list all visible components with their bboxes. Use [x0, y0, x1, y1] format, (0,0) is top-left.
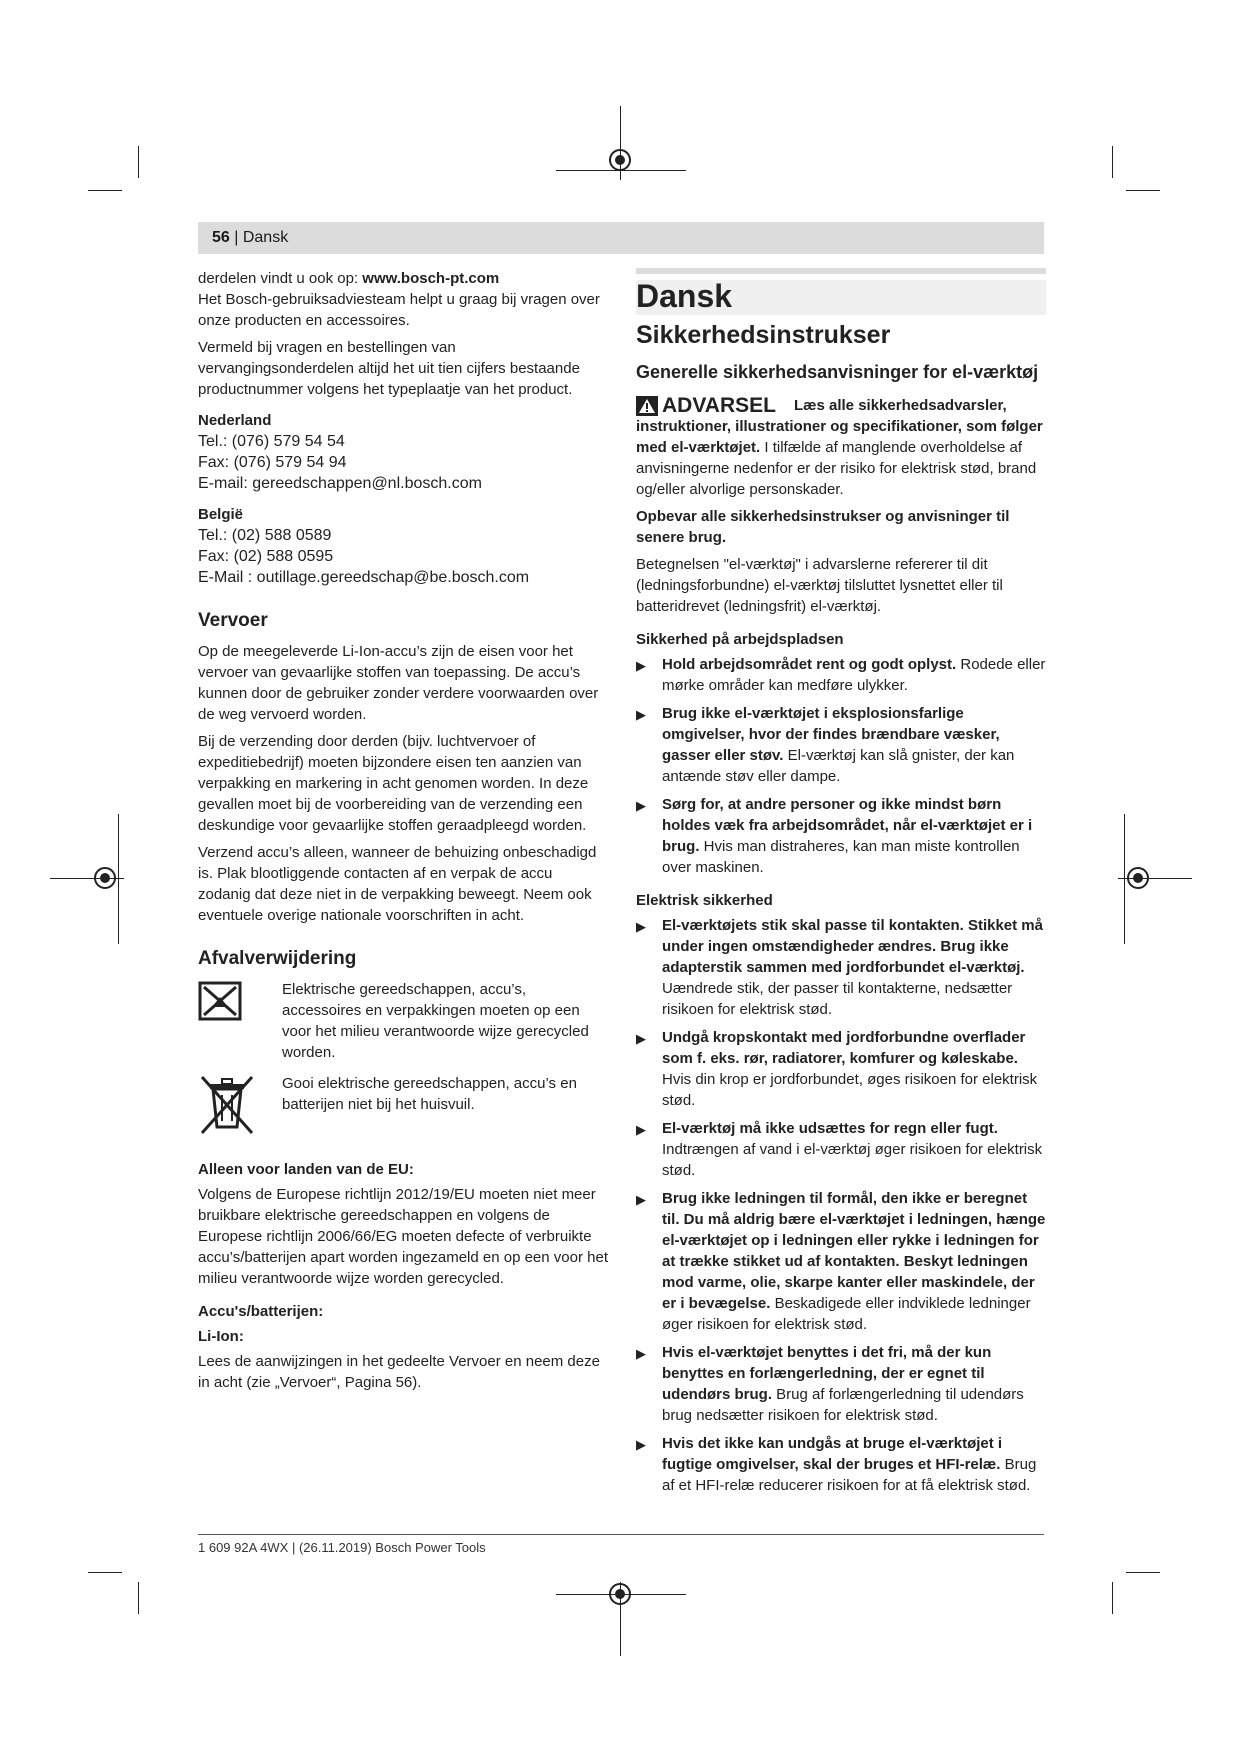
intro-paragraph-3: Vermeld bij vragen en bestellingen van vervangingsonderdelen altijd het uit tien cijfers bestaande productnummer volgens het typeplaatje van het product. — [198, 339, 580, 398]
liion-title: Li-Ion: — [198, 1328, 244, 1345]
weee-block — [198, 1073, 608, 1143]
list-item: ▶ Sørg for, at andre personer og ikke mindst børn holdes væk fra arbejdsområdet, når el-værktøjet er i brug. Hvis man distraheres, kan man miste kontrollen over maskinen. — [636, 796, 1033, 876]
crop-mark — [138, 1582, 139, 1614]
footer-text: 1 609 92A 4WX | (26.11.2019) Bosch Power Tools — [198, 1540, 486, 1555]
crop-mark — [1126, 190, 1160, 191]
nl-fax: Fax: (076) 579 54 94 — [198, 454, 347, 471]
be-mail: E-Mail : outillage.gereedschap@be.bosch.com — [198, 569, 530, 586]
be-tel: Tel.: (02) 588 0589 — [198, 527, 332, 544]
main-title: Sikkerhedsinstrukser — [636, 321, 891, 349]
bosch-link[interactable]: www.bosch-pt.com — [362, 270, 500, 287]
general-title: Generelle sikkerhedsanvisninger for el-værktøj — [636, 362, 1039, 382]
registration-mark — [1127, 867, 1149, 889]
page-number: 56 — [212, 229, 230, 246]
keep-instructions: Opbevar alle sikkerhedsinstrukser og anvisninger til senere brug. — [636, 508, 1010, 546]
section-title-afval: Afvalverwijdering — [198, 948, 357, 969]
crop-mark — [1112, 146, 1113, 178]
work-safety-title: Sikkerhed på arbejdspladsen — [636, 631, 844, 648]
warning-bold-text: Læs alle sikkerhedsadvarsler, instruktioner, illustrationer og specifikationer, som følger med el-værktøjet. — [636, 397, 1043, 456]
list-item: ▶ Brug ikke el-værktøjet i eksplosionsfarlige omgivelser, hvor der findes brændbare væsker, gasser eller støv. El-værktøj kan slå gnister, der kan antænde støv eller dampe. — [636, 705, 1015, 785]
liion-paragraph: Lees de aanwijzingen in het gedeelte Vervoer en neem deze in acht (zie „Vervoer“, Pagina 56). — [198, 1353, 600, 1391]
warning-label: ADVARSEL — [662, 394, 776, 417]
crop-mark — [118, 814, 119, 944]
left-column — [198, 268, 608, 1399]
list-item: ▶ Undgå kropskontakt med jordforbundne overflader som f. eks. rør, radiatorer, komfurer og køleskabe. Hvis din krop er jordforbundet, øges risikoen for elektrisk stød. — [636, 1029, 1038, 1109]
header-section: Dansk — [242, 229, 289, 246]
section-title-vervoer: Vervoer — [198, 610, 268, 631]
nl-tel: Tel.: (076) 579 54 54 — [198, 433, 345, 450]
afval-paragraph-1: Elektrische gereedschappen, accu’s, accessoires en verpakkingen moeten op een voor het milieu verantwoorde wijze gerecycled worden. — [282, 981, 589, 1061]
list-item: ▶ El-værktøj må ikke udsættes for regn eller fugt. Indtrængen af vand i el-værktøj øger risikoen for elektrisk stød. — [636, 1120, 1043, 1179]
right-column — [636, 268, 1046, 1503]
intro-paragraph — [198, 268, 608, 331]
afval-paragraph-2: Gooi elektrische gereedschappen, accu’s en batterijen niet bij het huisvuil. — [282, 1075, 577, 1113]
list-item: ▶ Hvis det ikke kan undgås at bruge el-værktøjet i fugtige omgivelser, skal der bruges et HFI-relæ. Brug af et HFI-relæ reducerer risikoen for at få elektrisk stød. — [636, 1435, 1037, 1494]
eu-paragraph: Volgens de Europese richtlijn 2012/19/EU moeten niet meer bruikbare elektrische gereedschappen en volgens de Europese richtlijn 2006/66/EG moeten defecte of verbruikte accu’s/batterijen apart worden ingezameld en op een voor het milieu verantwoorde wijze worden gerecycled. — [198, 1186, 608, 1287]
crop-mark — [88, 190, 122, 191]
recycle-block — [198, 979, 608, 1069]
registration-mark — [609, 1583, 631, 1605]
footer-rule — [198, 1534, 1044, 1535]
crop-mark — [1112, 1582, 1113, 1614]
work-safety-list — [636, 654, 1046, 878]
electrical-safety-list — [636, 915, 1046, 1496]
recycling-icon — [198, 979, 242, 1023]
intro-text: derdelen vindt u ook op: — [198, 270, 363, 287]
nl-mail: E-mail: gereedschappen@nl.bosch.com — [198, 475, 482, 492]
vervoer-paragraph-2: Bij de verzending door derden (bijv. luchtvervoer of expeditiebedrijf) moeten bijzondere eisen ten aanzien van verpakking en markering in acht genomen worden. In deze gevallen moet bij de voorbereiding van de verzending een deskundige voor gevaarlijke stoffen geraadpleegd worden. — [198, 733, 589, 834]
warning-text: I tilfælde af manglende overholdelse af anvisningerne nedenfor er der risiko for elektrisk stød, brand og/eller alvorlige personskader. — [636, 439, 1037, 498]
crop-mark — [1126, 1572, 1160, 1573]
intro-text-2: Het Bosch-gebruiksadviesteam helpt u graag bij vragen over onze producten en accessoires. — [198, 291, 600, 329]
language-title: Dansk — [636, 280, 1046, 315]
list-item: ▶ Brug ikke ledningen til formål, den ikke er beregnet til. Du må aldrig bære el-værktøjet i ledningen, hænge el-værktøjet op i ledningen eller rykke i ledningen for at trække stikket ud af kontakten. Beskyt ledningen mod varme, olie, skarpe kanter eller maskindele, der er i bevægelse. Beskadigede eller indviklede ledninger øger risikoen for elektrisk stød. — [636, 1190, 1046, 1333]
vervoer-paragraph-1: Op de meegeleverde Li-Ion-accu’s zijn de eisen voor het vervoer van gevaarlijke stoffen van toepassing. De accu’s kunnen door de gebruiker zonder verdere voorwaarden over de weg vervoerd worden. — [198, 643, 599, 723]
list-item: ▶ Hvis el-værktøjet benyttes i det fri, må der kun benyttes en forlængerledning, der er egnet til udendørs brug. Brug af forlængerledning til udendørs brug nedsætter risikoen for elektrisk stød. — [636, 1344, 1024, 1424]
vervoer-paragraph-3: Verzend accu’s alleen, wanneer de behuizing onbeschadigd is. Plak blootliggende contacten af en verpak de accu zodanig dat deze niet in de verpakking beweegt. Neem ook eventuele overige nationale voorschriften in acht. — [198, 844, 597, 924]
page-header: 56 | Dansk — [198, 222, 1044, 254]
crop-mark — [138, 146, 139, 178]
country-title-be: België — [198, 506, 244, 523]
registration-mark — [609, 149, 631, 171]
crossed-bin-icon — [198, 1073, 256, 1137]
title-rule — [636, 268, 1046, 274]
term-paragraph: Betegnelsen "el-værktøj" i advarslerne refererer til dit (ledningsforbundne) el-værktøj tilsluttet lysnettet eller til batteridrevet (ledningsfrit) el-værktøj. — [636, 556, 1003, 615]
registration-mark — [94, 867, 116, 889]
warning-badge — [636, 395, 776, 416]
electrical-safety-title: Elektrisk sikkerhed — [636, 892, 773, 909]
country-title-nl: Nederland — [198, 412, 272, 429]
crop-mark — [1124, 814, 1125, 944]
be-fax: Fax: (02) 588 0595 — [198, 548, 334, 565]
list-item: ▶ Hold arbejdsområdet rent og godt oplyst. Rodede eller mørke områder kan medføre ulykker. — [636, 656, 1046, 694]
warning-block — [636, 395, 1046, 500]
warning-triangle-icon — [636, 396, 658, 416]
list-item: ▶ El-værktøjets stik skal passe til kontakten. Stikket må under ingen omstændigheder ændres. Brug ikke adapterstik sammen med jordforbundet el-værktøj. Uændrede stik, der passer til kontakterne, nedsætter risikoen for elektrisk stød. — [636, 917, 1043, 1018]
accu-title: Accu's/batterijen: — [198, 1303, 324, 1320]
eu-title: Alleen voor landen van de EU: — [198, 1161, 414, 1178]
crop-mark — [88, 1572, 122, 1573]
